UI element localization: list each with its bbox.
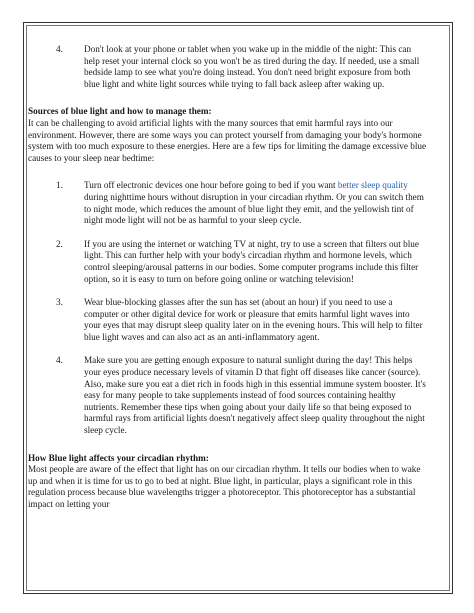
- better-sleep-quality-link[interactable]: better sleep quality: [337, 180, 408, 191]
- page-content: [28, 44, 428, 511]
- list-item-text: Don't look at your phone or tablet when you wake up in the middle of the night: This can help reset your internal clock so you won't be as tired during the day. If needed, use a small bedside lamp to see what you're doing instead. You don't need bright exposure from both blue light and white light sources while trying to fall back asleep after waking up.: [84, 44, 420, 89]
- section-paragraph-sources: It can be challenging to avoid artificial lights with the many sources that emit harmful rays into our environment. However, there are some ways you can protect yourself from damaging your body's hormone system with too much exposure to these energies. Here are a few tips for limiting the damage excessive blue causes to your sleep near bedtime:: [28, 117, 427, 163]
- list-item: [44, 355, 428, 436]
- list-number: 4.: [56, 44, 63, 54]
- list-number: 2.: [56, 238, 63, 249]
- list-item-text: Wear blue-blocking glasses after the sun has set (about an hour) if you need to use a computer or other digital device for work or pleasure that emits harmful light waves into your eyes that may disrupt sleep quality later on in the evening hours. This will help to filter blue light waves and can also act as an anti-inflammatory agent.: [84, 297, 423, 342]
- section-heading-sources: Sources of blue light and how to manage them:: [28, 106, 212, 117]
- list-item-text: Turn off electronic devices one hour before going to bed if you want better sleep quality during nighttime hours without disruption in your circadian rhythm. Or you can switch them to night mode, which reduces the amount of blue light they emit, and the yellowish tint of night mode light will not be as harmful to your sleep cycle.: [84, 180, 424, 226]
- section-heading-circadian: How Blue light affects your circadian rhythm:: [28, 452, 209, 463]
- section-paragraph-circadian: Most people are aware of the effect that light has on our circadian rhythm. It tells our bodies when to wake up and when it is time for us to go to bed at night. Blue light, in particular, plays a significant role in this regulation process because blue wavelengths trigger a photoreceptor. This photoreceptor has a substantial impact on letting your: [28, 464, 421, 509]
- list-item: [44, 239, 428, 285]
- list-number: 4.: [56, 355, 63, 366]
- list-item-text: If you are using the internet or watching TV at night, try to use a screen that filters out blue light. This can further help with your body's circadian rhythm and hormone levels, which control sleeping/arousal patterns in our bodies. Some computer programs include this filter option, so it is easy to turn on before going online or watching television!: [84, 238, 419, 284]
- list-number: 3.: [56, 297, 63, 308]
- list-item: [44, 44, 428, 90]
- list-number: 1.: [56, 180, 63, 191]
- list-item: [44, 297, 428, 343]
- list-item: [44, 180, 428, 226]
- list-item-text: Make sure you are getting enough exposure to natural sunlight during the day! This helps your eyes produce necessary levels of vitamin D that fight off diseases like cancer (source). Also, make sure you eat a diet rich in foods high in this essential immune system booster. It's easy for many people to take supplements instead of food sources containing healthy nutrients. Remember these tips when going about your daily life so that being exposed to harmful rays from artificial lights doesn't negatively affect sleep quality throughout the night sleep cycle.: [84, 355, 426, 436]
